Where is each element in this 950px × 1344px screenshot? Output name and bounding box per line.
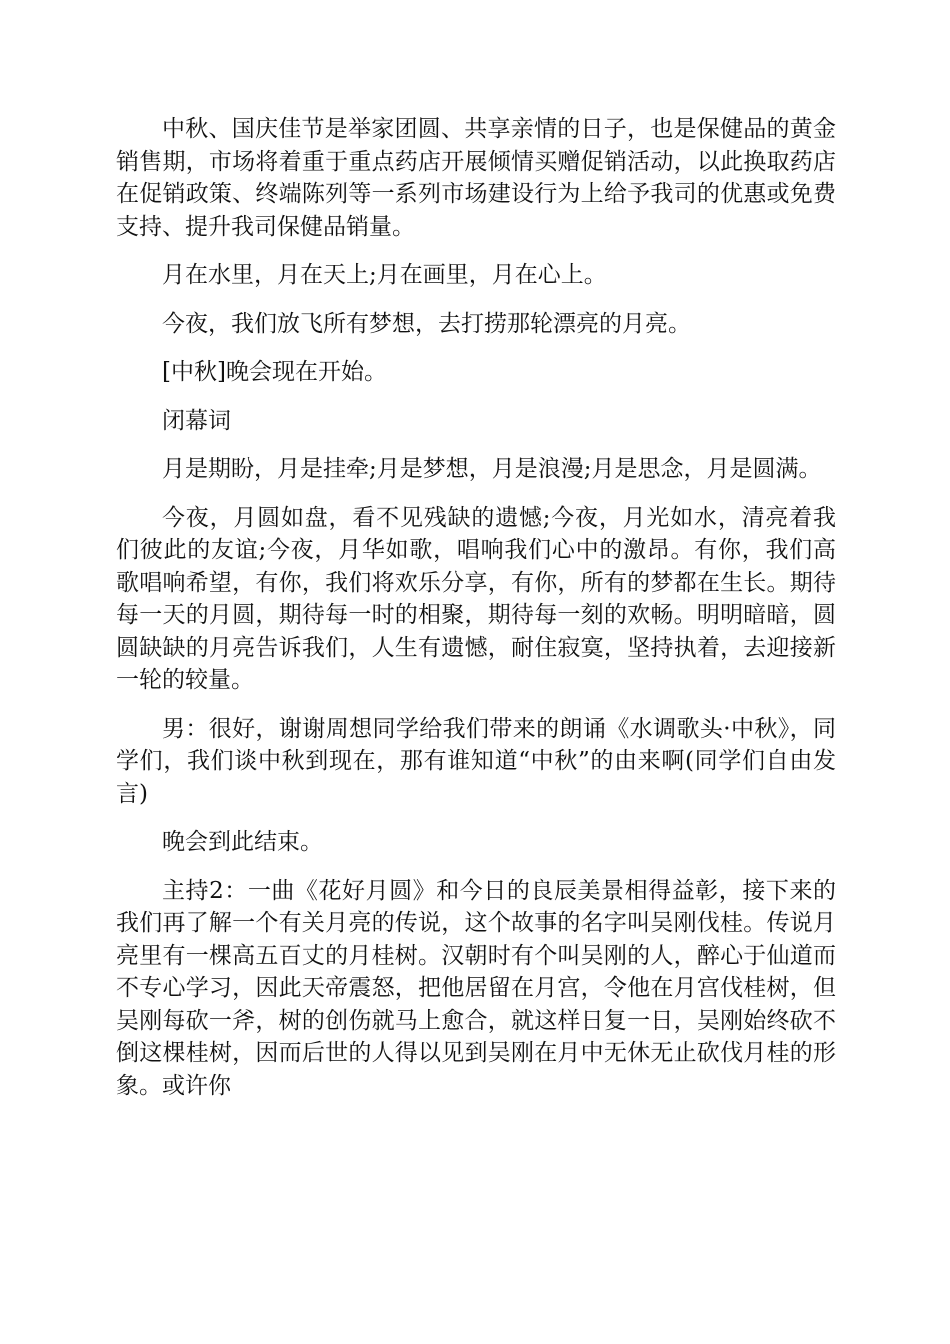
paragraph-promotion: 中秋、国庆佳节是举家团圆、共享亲情的日子，也是保健品的黄金销售期，市场将着重于重点药店开展倾情买赠促销活动，以此换取药店在促销政策、终端陈列等一系列市场建设行为上给予我司的优惠或免费支持、提升我司保健品销量。 — [116, 116, 836, 240]
paragraph-male-host: 男：很好，谢谢周想同学给我们带来的朗诵《水调歌头·中秋》，同学们，我们谈中秋到现在，那有谁知道“中秋”的由来啊(同学们自由发言) — [116, 715, 836, 807]
document-body — [116, 113, 836, 1118]
paragraph-tonight-moon: 今夜，月圆如盘，看不见残缺的遗憾;今夜，月光如水，清亮着我们彼此的友谊;今夜，月华如歌，唱响我们心中的激昂。有你，我们高歌唱响希望，有你，我们将欢乐分享，有你，所有的梦都在生长。期待每一天的月圆，期待每一时的相聚，期待每一刻的欢畅。明明暗暗，圆圆缺缺的月亮告诉我们，人生有遗憾，耐住寂寞，坚持执着，去迎接新一轮的较量。 — [116, 504, 836, 693]
paragraph-host2-legend: 主持2：一曲《花好月圆》和今日的良辰美景相得益彰，接下来的我们再了解一个有关月亮的传说，这个故事的名字叫吴刚伐桂。传说月亮里有一棵高五百丈的月桂树。汉朝时有个叫吴刚的人，醉心于仙道而不专心学习，因此天帝震怒，把他居留在月宫，令他在月宫伐桂树，但吴刚每砍一斧，树的创伤就马上愈合，就这样日复一日，吴刚始终砍不倒这棵桂树，因而后世的人得以见到吴刚在月中无休无止砍伐月桂的形象。或许你 — [116, 877, 836, 1099]
paragraph-gala-end: 晚会到此结束。 — [162, 829, 323, 855]
paragraph-moon-water: 月在水里，月在天上;月在画里，月在心上。 — [162, 262, 607, 288]
paragraph-tonight-dreams: 今夜，我们放飞所有梦想，去打捞那轮漂亮的月亮。 — [162, 310, 691, 337]
paragraph-moon-hope: 月是期盼，月是挂牵;月是梦想，月是浪漫;月是思念，月是圆满。 — [162, 456, 822, 482]
paragraph-gala-start: [中秋]晚会现在开始。 — [162, 359, 387, 385]
paragraph-closing-heading: 闭幕词 — [162, 407, 231, 434]
